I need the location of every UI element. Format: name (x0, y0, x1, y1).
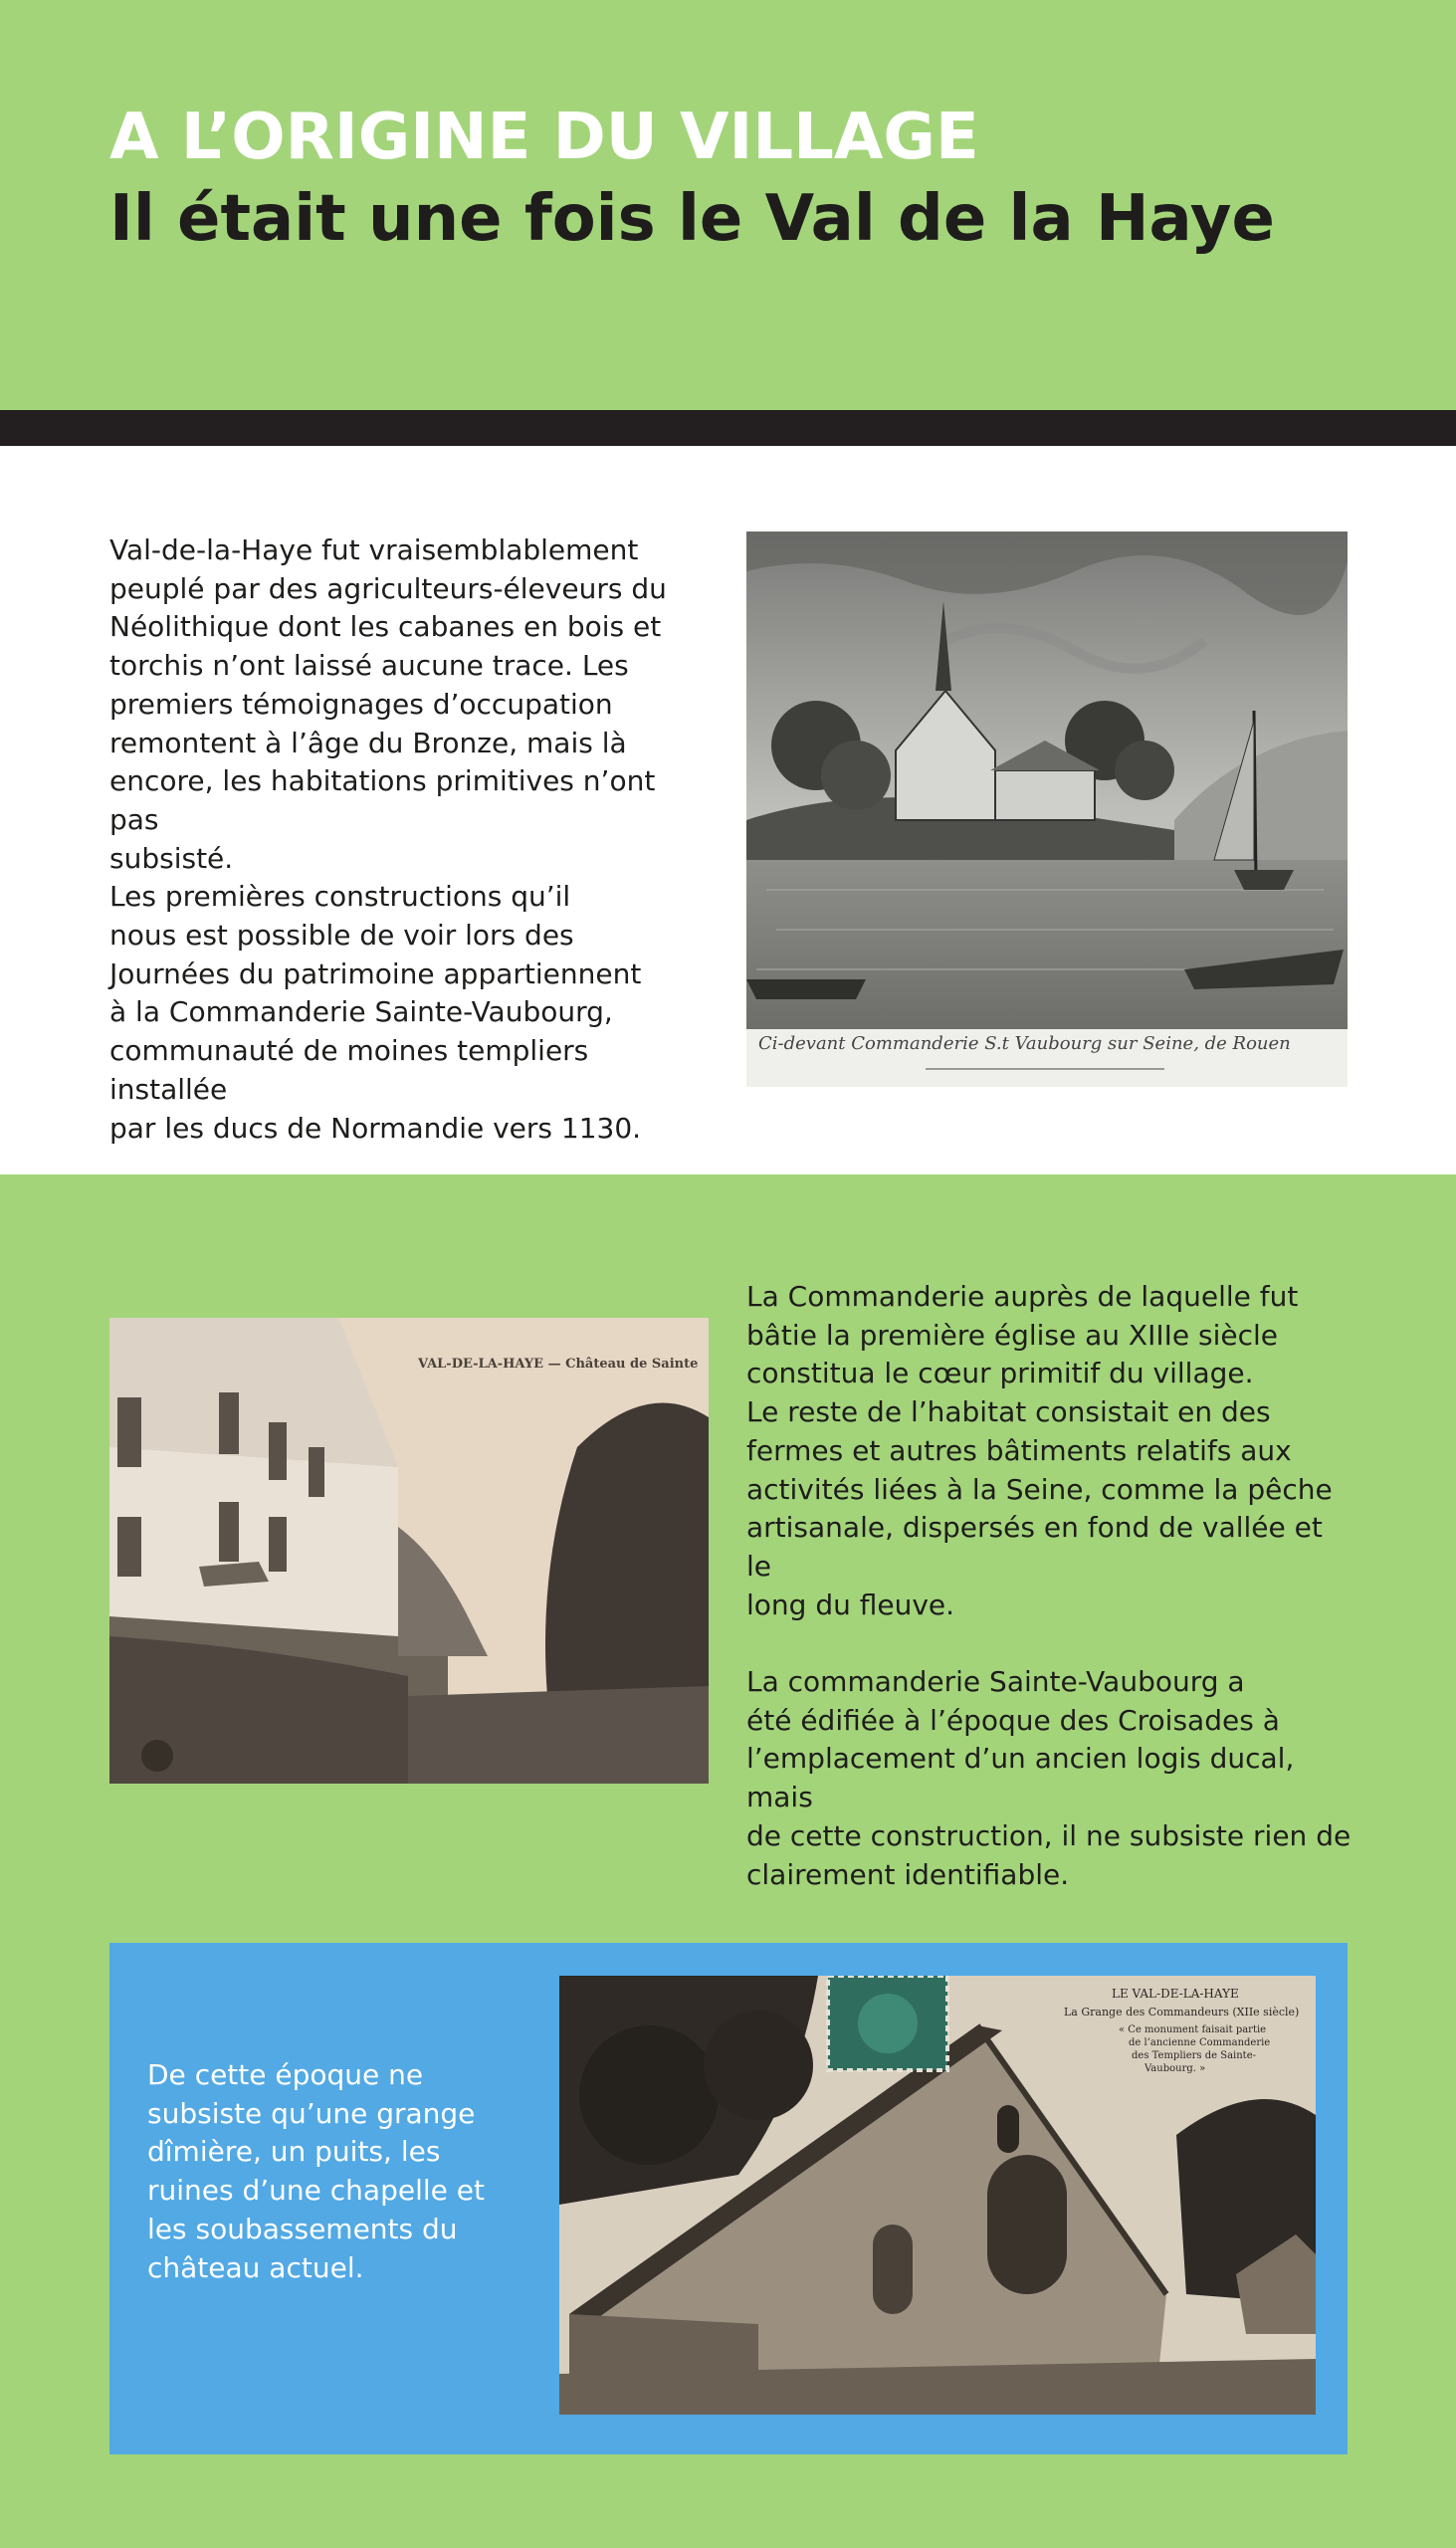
divider-bar (0, 410, 1456, 446)
grange-quote-line: des Templiers de Sainte- (1132, 2050, 1256, 2061)
commanderie-text: La Commanderie auprès de laquelle fut bâtie la première église au XIIIe siècle constitua le cœur primitif du village. Le reste de l’habitat consistait en des fermes et autres bâtiments relatifs aux activités liées à la Seine, comme la pêche artisanale, dispersés en fond de vallée et le long du fleuve. La commanderie Sainte-Vaubourg a été édifiée à l’époque des Croisades à l’emplacement d’un ancien logis ducal, mais de cette construction, il ne subsiste rien de clairement identifiable. (746, 1280, 1352, 1891)
intro-text: Val-de-la-Haye fut vraisemblablement peuplé par des agriculteurs-éleveurs du Néolithique dont les cabanes en bois et torchis n’ont laissé aucune trace. Les premiers témoignages d’occupation remontent à l’âge du Bronze, mais là encore, les habitations primitives n’ont pas subsisté. Les premières constructions qu’il nous est possible de voir lors des Journées du patrimoine appartiennent à la Commanderie Sainte-Vaubourg, communauté de moines templiers installée par les ducs de Normandie vers 1130. (109, 533, 667, 1145)
grange-quote-line: de l’ancienne Commanderie (1129, 2037, 1271, 2048)
grange-caption-sub: La Grange des Commandeurs (XIIe siècle) (1064, 2006, 1300, 2018)
grange-quote-line: « Ce monument faisait partie (1119, 2024, 1267, 2035)
page-subtitle: Il était une fois le Val de la Haye (109, 182, 1275, 256)
grange-caption-title: LE VAL-DE-LA-HAYE (1112, 1987, 1239, 2001)
grange-postcard-image (559, 1976, 1316, 2415)
commanderie-engraving-image (746, 531, 1348, 1087)
engraving-caption: Ci-devant Commanderie S.t Vaubourg sur Seine, de Rouen (758, 1033, 1291, 1054)
grange-quote-line: Vaubourg. » (1144, 2063, 1206, 2074)
header (0, 0, 1456, 410)
page-title: A L’ORIGINE DU VILLAGE (109, 101, 979, 174)
postcard-caption: VAL-DE-LA-HAYE — Château de Sainte (418, 1357, 699, 1372)
highlight-text: De cette époque ne subsiste qu’une grange dîmière, un puits, les ruines d’une chapelle et les soubassements du château actuel. (147, 2058, 485, 2284)
chateau-postcard-image (109, 1318, 709, 1784)
